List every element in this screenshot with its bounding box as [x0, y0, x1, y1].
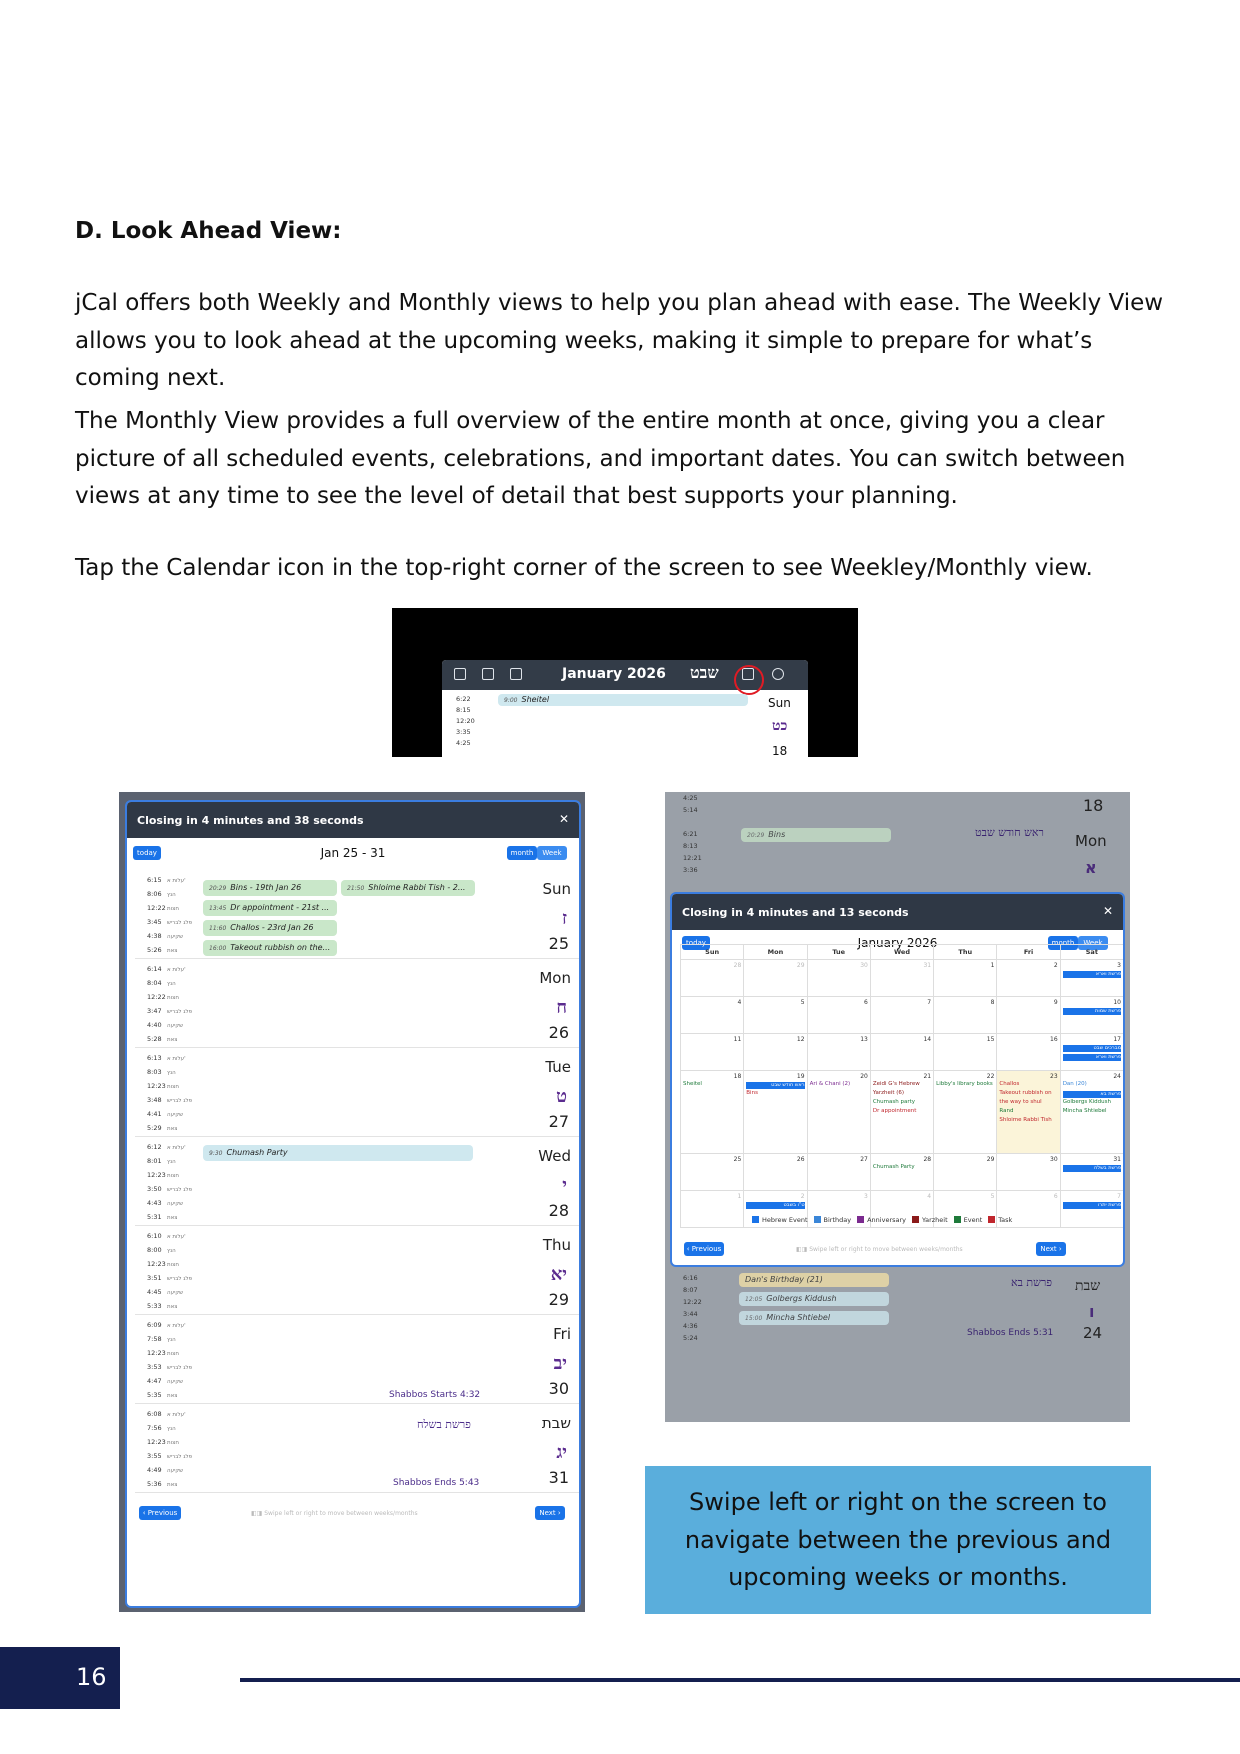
calendar-day-cell[interactable]: 28 Chumash Party: [870, 1154, 933, 1191]
rosh-chodesh: ראש חודש שבט: [975, 826, 1044, 839]
zman-row: 3:53 פלג לבריש: [147, 1363, 193, 1371]
countdown-text: Closing in 4 minutes and 13 seconds: [682, 906, 909, 919]
calendar-day-cell[interactable]: [997, 1034, 1060, 1071]
swipe-hint: ◧◨ Swipe left or right to move between weeks/months: [796, 1246, 963, 1253]
next-button[interactable]: Next ›: [535, 1506, 565, 1520]
calendar-day-cell[interactable]: [997, 960, 1060, 997]
cell-day-number: 26: [796, 1156, 805, 1163]
hebrew-day: ט: [556, 1086, 567, 1107]
calendar-day-cell[interactable]: [870, 960, 933, 997]
cell-day-number: 1: [990, 962, 995, 969]
inbox-icon[interactable]: [454, 668, 466, 680]
calendar-day-cell[interactable]: [807, 1154, 870, 1191]
section-heading: D. Look Ahead View:: [75, 218, 342, 244]
cell-day-number: 25: [733, 1156, 742, 1163]
zman-row: 6:14 עלות א': [147, 965, 186, 973]
legend-swatch: [752, 1216, 759, 1223]
calendar-day-cell[interactable]: 21 Zeidi G's Hebrew Yarzheit (6) Chumash party Dr appointment: [870, 1071, 933, 1154]
zman-value: 4:36: [683, 1322, 698, 1330]
cell-day-number: 16: [1050, 1036, 1058, 1043]
cell-day-number: 30: [860, 962, 868, 969]
calendar-day-cell[interactable]: 20 Ari & Chani (2): [807, 1071, 870, 1154]
day-row[interactable]: [135, 959, 581, 1048]
zman-row: 5:28 צאת: [147, 1035, 178, 1043]
calendar-day-cell[interactable]: [681, 960, 744, 997]
calendar-day-cell[interactable]: [934, 1034, 997, 1071]
bg-hebrew-day: ו: [1089, 1302, 1095, 1321]
cell-day-number: 3: [1117, 962, 1121, 969]
day-name: Sun: [542, 880, 571, 898]
zman-value: 3:35: [456, 728, 471, 736]
cell-day-number: 20: [860, 1073, 868, 1080]
today-button[interactable]: today: [133, 846, 161, 860]
monthly-modal: [670, 892, 1125, 1267]
instruction-paragraph: Tap the Calendar icon in the top-right corner of the screen to see Weekley/Monthly view.: [75, 555, 1093, 581]
legend-swatch: [814, 1216, 821, 1223]
month-grid: [680, 944, 1124, 1228]
highlight-ring: [734, 665, 764, 695]
zman-row: 3:47 פלג לבריש: [147, 1007, 193, 1015]
cell-day-number: 23: [1050, 1073, 1058, 1080]
calendar-day-cell[interactable]: 31 פרשת בשלח: [1060, 1154, 1123, 1191]
month-toggle[interactable]: month: [507, 846, 537, 860]
event-shloime-tish[interactable]: 21:50 Shloime Rabbi Tish - 2...: [341, 880, 475, 896]
day-number: 30: [548, 1379, 569, 1398]
cell-day-number: 5: [800, 999, 805, 1006]
cell-day-number: 6: [1053, 1193, 1058, 1200]
cell-day-number: 18: [733, 1073, 742, 1080]
zman-row: 12:22חצות: [147, 904, 179, 912]
week-toggle[interactable]: Week: [537, 846, 567, 860]
cell-day-number: 30: [1050, 1156, 1058, 1163]
cell-day-number: 1: [737, 1193, 742, 1200]
zman-value: 12:21: [683, 854, 702, 862]
bg-day-number: 18: [1083, 796, 1104, 815]
page-number: 16: [76, 1663, 107, 1691]
day-number: 29: [548, 1290, 569, 1309]
zman-row: 12:22חצות: [147, 993, 179, 1001]
cell-day-number: 11: [733, 1036, 742, 1043]
today-button[interactable]: today: [682, 936, 710, 950]
event-chumash-party[interactable]: 9:30 Chumash Party: [203, 1145, 473, 1161]
day-name: Fri: [553, 1325, 571, 1343]
calendar-day-cell[interactable]: [744, 1154, 807, 1191]
bg-event-kiddush: 12:05 Golbergs Kiddush: [739, 1292, 889, 1306]
cell-day-number: 19: [796, 1073, 805, 1080]
zman-row: 8:04 הנץ: [147, 979, 176, 987]
zman-row: 5:33 צאת: [147, 1302, 178, 1310]
gift-icon[interactable]: [482, 668, 494, 680]
day-name: שבת: [541, 1414, 571, 1432]
legend-item: Event: [954, 1216, 983, 1224]
day-name: Wed: [538, 1147, 571, 1165]
zman-value: 8:15: [456, 706, 471, 714]
calendar-day-cell[interactable]: [870, 997, 933, 1034]
zman-value: 3:44: [683, 1310, 698, 1318]
hebrew-day: יג: [556, 1442, 567, 1463]
shabbos-ends: Shabbos Ends 5:43: [393, 1478, 480, 1488]
cell-day-number: 2: [1053, 962, 1058, 969]
calendar-day-cell[interactable]: [744, 997, 807, 1034]
zman-value: 5:14: [683, 806, 698, 814]
calendar-day-cell[interactable]: [807, 960, 870, 997]
zman-value: 3:36: [683, 866, 698, 874]
calendar-day-cell[interactable]: 18 Sheitel: [681, 1071, 744, 1154]
cell-day-number: 12: [796, 1036, 805, 1043]
event-dr-appointment[interactable]: 13:45 Dr appointment - 21st ...: [203, 900, 337, 916]
day-row[interactable]: [135, 1226, 581, 1315]
legend-swatch: [954, 1216, 961, 1223]
weekday-header: Tue: [807, 945, 870, 960]
cell-day-number: 5: [990, 1193, 995, 1200]
cell-day-number: 31: [1113, 1156, 1121, 1163]
cell-day-number: 29: [796, 962, 805, 969]
hebrew-day: יא: [550, 1264, 567, 1285]
modal-header: [127, 802, 579, 838]
legend-swatch: [912, 1216, 919, 1223]
calendar-day-cell[interactable]: 24 Dan (20) פרשת בא Golbergs Kiddush Mincha Shtiebel: [1060, 1071, 1123, 1154]
hebrew-month-title: שבט: [690, 663, 719, 682]
zman-row: 6:08 עלות א': [147, 1410, 186, 1418]
bg-hebrew-day: א: [1085, 858, 1097, 877]
zman-row: 7:58 הנץ: [147, 1335, 176, 1343]
page-number-box: [0, 1647, 120, 1709]
zman-row: 4:49 שקיעה: [147, 1466, 184, 1474]
calendar-day-cell[interactable]: [997, 1154, 1060, 1191]
day-number: 25: [548, 934, 569, 953]
legend-swatch: [857, 1216, 864, 1223]
zman-row: 4:41 שקיעה: [147, 1110, 184, 1118]
modal-header: [672, 894, 1123, 930]
footer-rule: [240, 1678, 1240, 1682]
swipe-hint: ◧◨ Swipe left or right to move between weeks/months: [251, 1510, 418, 1517]
bg-shabbos: שבת: [1075, 1278, 1101, 1294]
previous-button[interactable]: ‹ Previous: [139, 1506, 181, 1520]
zman-row: 5:26 צאת: [147, 946, 178, 954]
event-sheitel[interactable]: 9:00 Sheitel: [498, 694, 748, 706]
month-title: January 2026: [857, 936, 938, 950]
day-number: 31: [548, 1468, 569, 1487]
app-window: [442, 660, 808, 757]
zman-row: 12:23חצות: [147, 1260, 179, 1268]
hebrew-day: יב: [553, 1353, 567, 1374]
zman-row: 5:36 צאת: [147, 1480, 178, 1488]
calendar-day-cell[interactable]: [934, 1154, 997, 1191]
calendar-day-cell[interactable]: 10 פרשת שמות: [1060, 997, 1123, 1034]
cell-day-number: 17: [1113, 1036, 1121, 1043]
calendar-day-cell[interactable]: [681, 1034, 744, 1071]
zman-value: 8:07: [683, 1286, 698, 1294]
callout-line: navigate between the previous and: [684, 1525, 1112, 1554]
bg-day-number: 24: [1083, 1324, 1103, 1342]
legend-item: Hebrew Event: [752, 1216, 808, 1224]
parsha-name: פרשת בשלח: [417, 1418, 471, 1431]
zman-row: 8:03 הנץ: [147, 1068, 176, 1076]
hebrew-day: י: [562, 1175, 567, 1196]
cell-day-number: 15: [986, 1036, 995, 1043]
monthly-view-screenshot: [665, 792, 1130, 1422]
zman-row: 6:13 עלות א': [147, 1054, 186, 1062]
zman-row: 4:40 שקיעה: [147, 1021, 184, 1029]
legend-item: Anniversary: [857, 1216, 906, 1224]
zman-value: 12:20: [456, 717, 475, 725]
weekly-modal: [125, 800, 581, 1608]
legend-swatch: [988, 1216, 995, 1223]
cell-day-number: 3: [864, 1193, 868, 1200]
zman-value: 12:22: [683, 1298, 702, 1306]
day-number: 26: [548, 1023, 569, 1042]
zman-row: 4:45 שקיעה: [147, 1288, 184, 1296]
calendar-day-cell[interactable]: [681, 997, 744, 1034]
calendar-day-cell[interactable]: 17 מברכים שבט פרשת וארא: [1060, 1034, 1123, 1071]
week-toggle[interactable]: Week: [1078, 936, 1108, 950]
weekday-header: Sun: [681, 945, 744, 960]
zman-row: 12:23חצות: [147, 1438, 179, 1446]
calendar-day-cell[interactable]: [807, 997, 870, 1034]
hebrew-day: ז: [561, 908, 567, 929]
day-name: Mon: [539, 969, 571, 987]
zman-value: 6:21: [683, 830, 698, 838]
day-name: Sun: [768, 696, 791, 710]
zman-row: 3:51 פלג לבריש: [147, 1274, 193, 1282]
weekday-header: Fri: [997, 945, 1060, 960]
callout-line: upcoming weeks or months.: [728, 1563, 1068, 1591]
calendar-day-cell[interactable]: [681, 1154, 744, 1191]
cell-day-number: 22: [986, 1073, 995, 1080]
close-icon[interactable]: ✕: [558, 812, 569, 826]
cell-day-number: 2: [800, 1193, 805, 1200]
zman-value: 6:22: [456, 695, 471, 703]
weekly-view-screenshot: [119, 792, 585, 1612]
zman-row: 8:00 הנץ: [147, 1246, 176, 1254]
countdown-text: Closing in 4 minutes and 38 seconds: [137, 814, 364, 827]
event-takeout[interactable]: 16:00 Takeout rubbish on the...: [203, 940, 337, 956]
cell-day-number: 21: [923, 1073, 932, 1080]
settings-sliders-icon[interactable]: [772, 668, 784, 680]
calendar-day-cell[interactable]: [934, 960, 997, 997]
weekday-header: Wed: [870, 945, 933, 960]
cell-day-number: 7: [927, 999, 932, 1006]
zman-row: 3:48 פלג לבריש: [147, 1096, 193, 1104]
cell-day-number: 4: [927, 1193, 932, 1200]
zman-row: 5:29 צאת: [147, 1124, 178, 1132]
swipe-callout: [645, 1466, 1151, 1614]
shabbos-starts: Shabbos Starts 4:32: [389, 1390, 481, 1400]
close-icon[interactable]: ✕: [1102, 904, 1113, 918]
cell-day-number: 13: [860, 1036, 868, 1043]
bg-event-bins: 20:29 Bins: [741, 828, 891, 842]
zman-value: 5:24: [683, 1334, 698, 1342]
cell-day-number: 27: [860, 1156, 868, 1163]
calendar-day-cell[interactable]: [807, 1034, 870, 1071]
cell-day-number: 8: [990, 999, 995, 1006]
zman-row: 3:45 פלג לבריש: [147, 918, 193, 926]
cell-day-number: 10: [1113, 999, 1121, 1006]
cell-day-number: 28: [923, 1156, 932, 1163]
calendar-day-cell[interactable]: [870, 1034, 933, 1071]
legend-item: Birthday: [814, 1216, 852, 1224]
zman-row: 8:06 הנץ: [147, 890, 176, 898]
zman-row: 6:09 עלות א': [147, 1321, 186, 1329]
cell-day-number: 29: [986, 1156, 995, 1163]
weekday-header: Sat: [1060, 945, 1123, 960]
day-name: Tue: [545, 1058, 571, 1076]
cell-day-number: 28: [733, 962, 742, 969]
app-toolbar: [442, 660, 808, 690]
next-button[interactable]: Next ›: [1036, 1242, 1066, 1256]
day-number: 18: [772, 744, 788, 757]
zman-row: 4:38 שקיעה: [147, 932, 184, 940]
calendar-day-cell[interactable]: [934, 997, 997, 1034]
toolbar-screenshot: [392, 608, 858, 757]
zman-value: 8:13: [683, 842, 698, 850]
calendar-day-cell[interactable]: 19 ראש חודש שבט Bins: [744, 1071, 807, 1154]
zman-row: 8:01 הנץ: [147, 1157, 176, 1165]
day-name: Thu: [542, 1236, 571, 1254]
month-title: January 2026: [562, 666, 666, 682]
zman-row: 6:12 עלות א': [147, 1143, 186, 1151]
month-toggle[interactable]: month: [1048, 936, 1078, 950]
bg-parsha: פרשת בא: [1011, 1276, 1053, 1289]
event-bins[interactable]: 20:29 Bins - 19th Jan 26: [203, 880, 337, 896]
zman-row: 6:10 עלות א': [147, 1232, 186, 1240]
calendar-day-cell[interactable]: 22 Libby's library books: [934, 1071, 997, 1154]
weekday-header: Thu: [934, 945, 997, 960]
zman-row: 12:23חצות: [147, 1082, 179, 1090]
bg-event-birthday: Dan's Birthday (21): [739, 1273, 889, 1287]
zman-row: 4:43 שקיעה: [147, 1199, 184, 1207]
zman-row: 4:47 שקיעה: [147, 1377, 184, 1385]
calendar-day-cell[interactable]: [997, 997, 1060, 1034]
zman-value: 4:25: [683, 794, 698, 802]
week-range: Jan 25 - 31: [320, 846, 386, 860]
zman-value: 6:16: [683, 1274, 698, 1282]
event-challos[interactable]: 11:60 Challos - 23rd Jan 26: [203, 920, 337, 936]
bg-event-mincha: 15:00 Mincha Shtiebel: [739, 1311, 889, 1325]
cell-day-number: 4: [737, 999, 742, 1006]
cell-day-number: 31: [923, 962, 932, 969]
calendar-legend: [752, 1216, 1018, 1224]
day-number: 27: [548, 1112, 569, 1131]
bg-day-name: Mon: [1075, 832, 1107, 850]
zman-row: 7:56 הנץ: [147, 1424, 176, 1432]
save-icon[interactable]: [510, 668, 522, 680]
day-number: 28: [548, 1201, 569, 1220]
cell-day-number: 9: [1053, 999, 1058, 1006]
calendar-day-cell[interactable]: [681, 1191, 744, 1228]
zman-row: 3:50 פלג לבריש: [147, 1185, 193, 1193]
zman-row: 6:15 עלות א': [147, 876, 186, 884]
hebrew-day: ח: [556, 997, 567, 1018]
zman-value: 4:25: [456, 739, 471, 747]
calendar-day-cell[interactable]: [744, 960, 807, 997]
legend-item: Yarzheit: [912, 1216, 948, 1224]
zman-row: 5:35 צאת: [147, 1391, 178, 1399]
cell-day-number: 7: [1117, 1193, 1121, 1200]
callout-line: Swipe left or right on the screen to: [689, 1488, 1107, 1516]
monthly-paragraph: The Monthly View provides a full overview of the entire month at once, giving you a clear picture of all scheduled events, celebrations, and important dates. You can switch between views at any time to see the level of detail that best supports your planning.: [75, 408, 1126, 509]
day-row[interactable]: [135, 1048, 581, 1137]
previous-button[interactable]: ‹ Previous: [684, 1242, 724, 1256]
cell-day-number: 24: [1113, 1073, 1121, 1080]
zman-row: 3:55 פלג לבריש: [147, 1452, 193, 1460]
intro-paragraph: jCal offers both Weekly and Monthly views to help you plan ahead with ease. The Weekly View allows you to look ahead at the upcoming weeks, making it simple to prepare for what’s coming next.: [75, 290, 1164, 391]
zman-row: 5:31 צאת: [147, 1213, 178, 1221]
cell-day-number: 14: [923, 1036, 932, 1043]
legend-item: Task: [988, 1216, 1012, 1224]
bg-shabbos-ends: Shabbos Ends 5:31: [967, 1328, 1054, 1338]
weekday-header: Mon: [744, 945, 807, 960]
cell-day-number: 6: [864, 999, 868, 1006]
calendar-day-cell[interactable]: 7 פרשת יתרו: [1060, 1191, 1123, 1228]
calendar-day-cell[interactable]: 2 ט"ו בשבט: [744, 1191, 807, 1228]
hebrew-day: כט: [772, 718, 788, 734]
calendar-day-cell[interactable]: 23 Challos Takeout rubbish on the way to shul Rand Shloime Rabbi Tish: [997, 1071, 1060, 1154]
calendar-day-cell[interactable]: 3 פרשת וארא: [1060, 960, 1123, 997]
zman-row: 12:23חצות: [147, 1349, 179, 1357]
calendar-day-cell[interactable]: [744, 1034, 807, 1071]
zman-row: 12:23חצות: [147, 1171, 179, 1179]
